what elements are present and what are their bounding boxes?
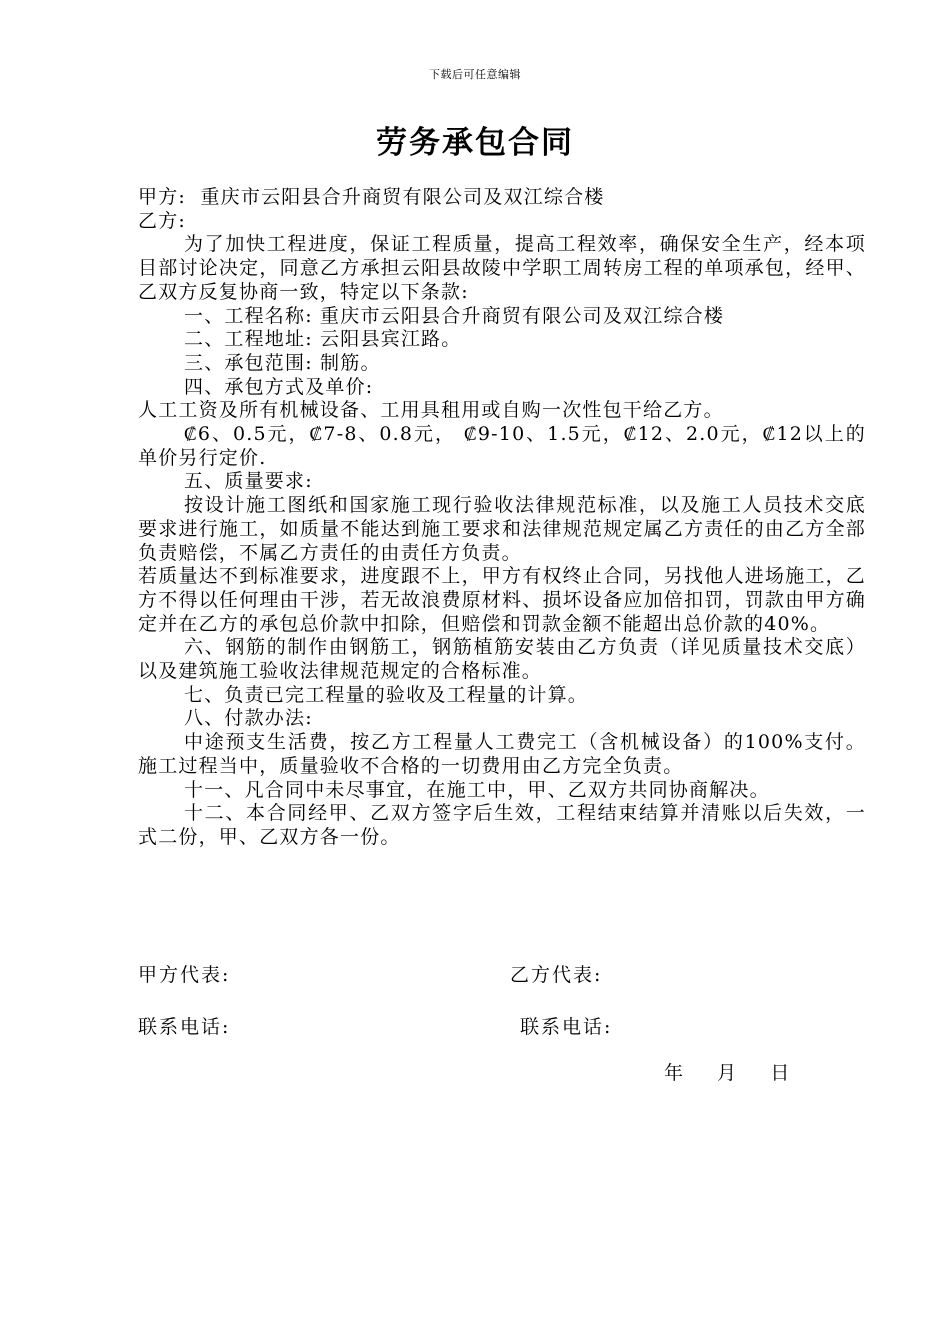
header-note: 下载后可任意编辑 <box>429 68 521 81</box>
clause-labor-wages: 人工工资及所有机械设备、工用具租用或自购一次性包干给乙方。 <box>138 399 724 422</box>
clause-project-name: 一、工程名称: 重庆市云阳县合升商贸有限公司及双江综合楼 <box>184 304 725 327</box>
clause-unit-prices: ₡6、0.5元，₡7-8、0.8元， ₡9-10、1.5元，₡12、2.0元，₡12以上的单价另行定价. <box>138 423 866 469</box>
intro-paragraph: 为了加快工程进度，保证工程质量，提高工程效率，确保安全生产，经本项目部讨论决定，同意乙方承担云阳县故陵中学职工周转房工程的单项承包，经甲、乙双方反复协商一致，特定以下条款: <box>138 233 866 303</box>
party-b-representative: 乙方代表: <box>510 964 603 986</box>
party-b-line: 乙方: <box>138 209 187 232</box>
clause-acceptance: 七、负责已完工程量的验收及工程量的计算。 <box>184 683 589 706</box>
document-title: 劳务承包合同 <box>376 125 574 161</box>
clause-contract-scope: 三、承包范围: 制筋。 <box>184 351 381 374</box>
party-a-line: 甲方: 重庆市云阳县合升商贸有限公司及双江综合楼 <box>138 186 605 208</box>
clause-twelve: 十二、本合同经甲、乙双方签字后生效，工程结束结算并清账以后失效，一式二份，甲、乙双方各一份。 <box>138 802 866 848</box>
clause-payment-terms: 中途预支生活费，按乙方工程量人工费完工（含机械设备）的100%支付。施工过程当中，质量验收不合格的一切费用由乙方完全负责。 <box>138 731 866 777</box>
clause-rebar: 六、钢筋的制作由钢筋工，钢筋植筋安装由乙方负责（详见质量技术交底）以及建筑施工验收法律规范规定的合格标准。 <box>138 636 866 683</box>
party-b-phone: 联系电话: <box>520 1016 613 1038</box>
clause-quality-penalty: 若质量达不到标准要求，进度跟不上，甲方有权终止合同，另找他人进场施工，乙方不得以任何理由干涉，若无故浪费原材料、损坏设备应加倍扣罚，罚款由甲方确定并在乙方的承包总价款中扣除，但赔偿和罚款金额不能超出总价款的40%。 <box>138 565 866 635</box>
clause-contract-method: 四、承包方式及单价: <box>184 375 374 398</box>
contract-body <box>138 186 866 850</box>
party-a-representative: 甲方代表: <box>138 964 231 986</box>
clause-eleven: 十一、凡合同中未尽事宜，在施工中，甲、乙双方共同协商解决。 <box>184 778 770 801</box>
party-a-phone: 联系电话: <box>138 1016 231 1038</box>
clause-project-address: 二、工程地址: 云阳县宾江路。 <box>184 328 462 351</box>
clause-quality-heading: 五、质量要求: <box>184 470 313 493</box>
clause-payment-heading: 八、付款办法: <box>184 707 313 730</box>
signing-date: 年 月 日 <box>664 1062 792 1084</box>
clause-quality-standard: 按设计施工图纸和国家施工现行验收法律规范标准，以及施工人员技术交底要求进行施工，如质量不能达到施工要求和法律规范规定属乙方责任的由乙方全部负责赔偿，不属乙方责任的由责任方负责。 <box>138 494 866 564</box>
